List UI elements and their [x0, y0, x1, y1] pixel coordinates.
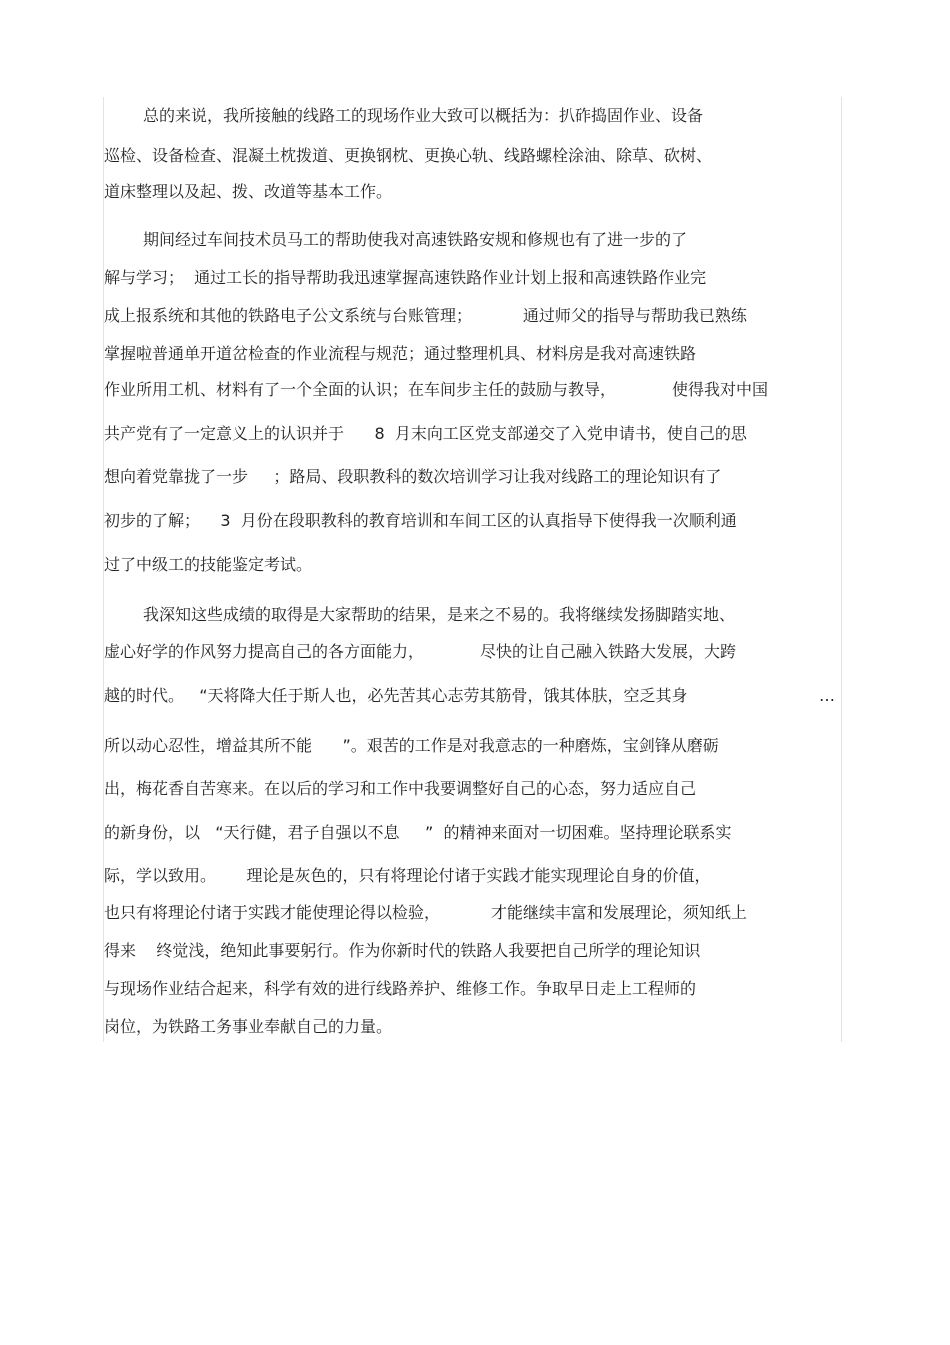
p3-line-6: 的新身份，以 “天行健，君子自强以不息 ” 的精神来面对一切困难。坚持理论联系实	[104, 823, 732, 842]
p3-line-7: 际，学以致用。 理论是灰色的，只有将理论付诸于实践才能实现理论自身的价值，	[104, 866, 711, 885]
p2-line-6: 共产党有了一定意义上的认识并于 8 月末向工区党支部递交了入党申请书，使自己的思	[104, 424, 747, 443]
p2-line-2: 解与学习； 通过工长的指导帮助我迅速掌握高速铁路作业计划上报和高速铁路作业完	[104, 268, 707, 287]
p3-line-5: 出，梅花香自苦寒来。在以后的学习和工作中我要调整好自己的心态，努力适应自己	[104, 779, 697, 798]
p3-line-4: 所以动心忍性，增益其所不能 ”。艰苦的工作是对我意志的一种磨炼，宝剑锋从磨砺	[104, 736, 719, 755]
p3-line-10: 与现场作业结合起来，科学有效的进行线路养护、维修工作。争取早日走上工程师的	[104, 979, 697, 998]
p3-ellipsis: …	[819, 686, 835, 705]
p2-line-9: 过了中级工的技能鉴定考试。	[104, 555, 313, 574]
p3-line-9: 得来 终觉浅，绝知此事要躬行。作为你新时代的铁路人我要把自己所学的理论知识	[104, 941, 701, 960]
p3-line-2: 虚心好学的作风努力提高自己的各方面能力， 尽快的让自己融入铁路大发展，大跨	[104, 642, 736, 661]
p3-line-11: 岗位，为铁路工务事业奉献自己的力量。	[104, 1017, 393, 1036]
p2-line-3: 成上报系统和其他的铁路电子公文系统与台账管理； 通过师父的指导与帮助我已熟练	[104, 306, 747, 325]
p1-line-3: 道床整理以及起、拨、改道等基本工作。	[104, 182, 393, 201]
p1-line-2: 巡检、设备检查、混凝土枕拨道、更换钢枕、更换心轨、线路螺栓涂油、除草、砍树、	[104, 146, 713, 165]
p2-line-5: 作业所用工机、材料有了一个全面的认识；在车间步主任的鼓励与教导， 使得我对中国	[104, 380, 768, 399]
p2-line-1: 期间经过车间技术员马工的帮助使我对高速铁路安规和修规也有了进一步的了	[143, 230, 688, 249]
p2-line-8: 初步的了解； 3 月份在段职教科的教育培训和车间工区的认真指导下使得我一次顺利通	[104, 511, 737, 530]
p3-line-1: 我深知这些成绩的取得是大家帮助的结果，是来之不易的。我将继续发扬脚踏实地、	[143, 605, 736, 624]
p2-line-4: 掌握啦普通单开道岔检查的作业流程与规范；通过整理机具、材料房是我对高速铁路	[104, 344, 697, 363]
p3-line-3: 越的时代。 “天将降大任于斯人也，必先苦其心志劳其筋骨，饿其体肤，空乏其身	[104, 686, 688, 705]
p3-line-8: 也只有将理论付诸于实践才能使理论得以检验， 才能继续丰富和发展理论，须知纸上	[104, 903, 747, 922]
p1-line-1: 总的来说，我所接触的线路工的现场作业大致可以概括为：扒砟捣固作业、设备	[143, 106, 704, 125]
right-margin-rule	[841, 97, 842, 1042]
p2-line-7: 想向着党靠拢了一步 ；路局、段职教科的数次培训学习让我对线路工的理论知识有了	[104, 467, 722, 486]
